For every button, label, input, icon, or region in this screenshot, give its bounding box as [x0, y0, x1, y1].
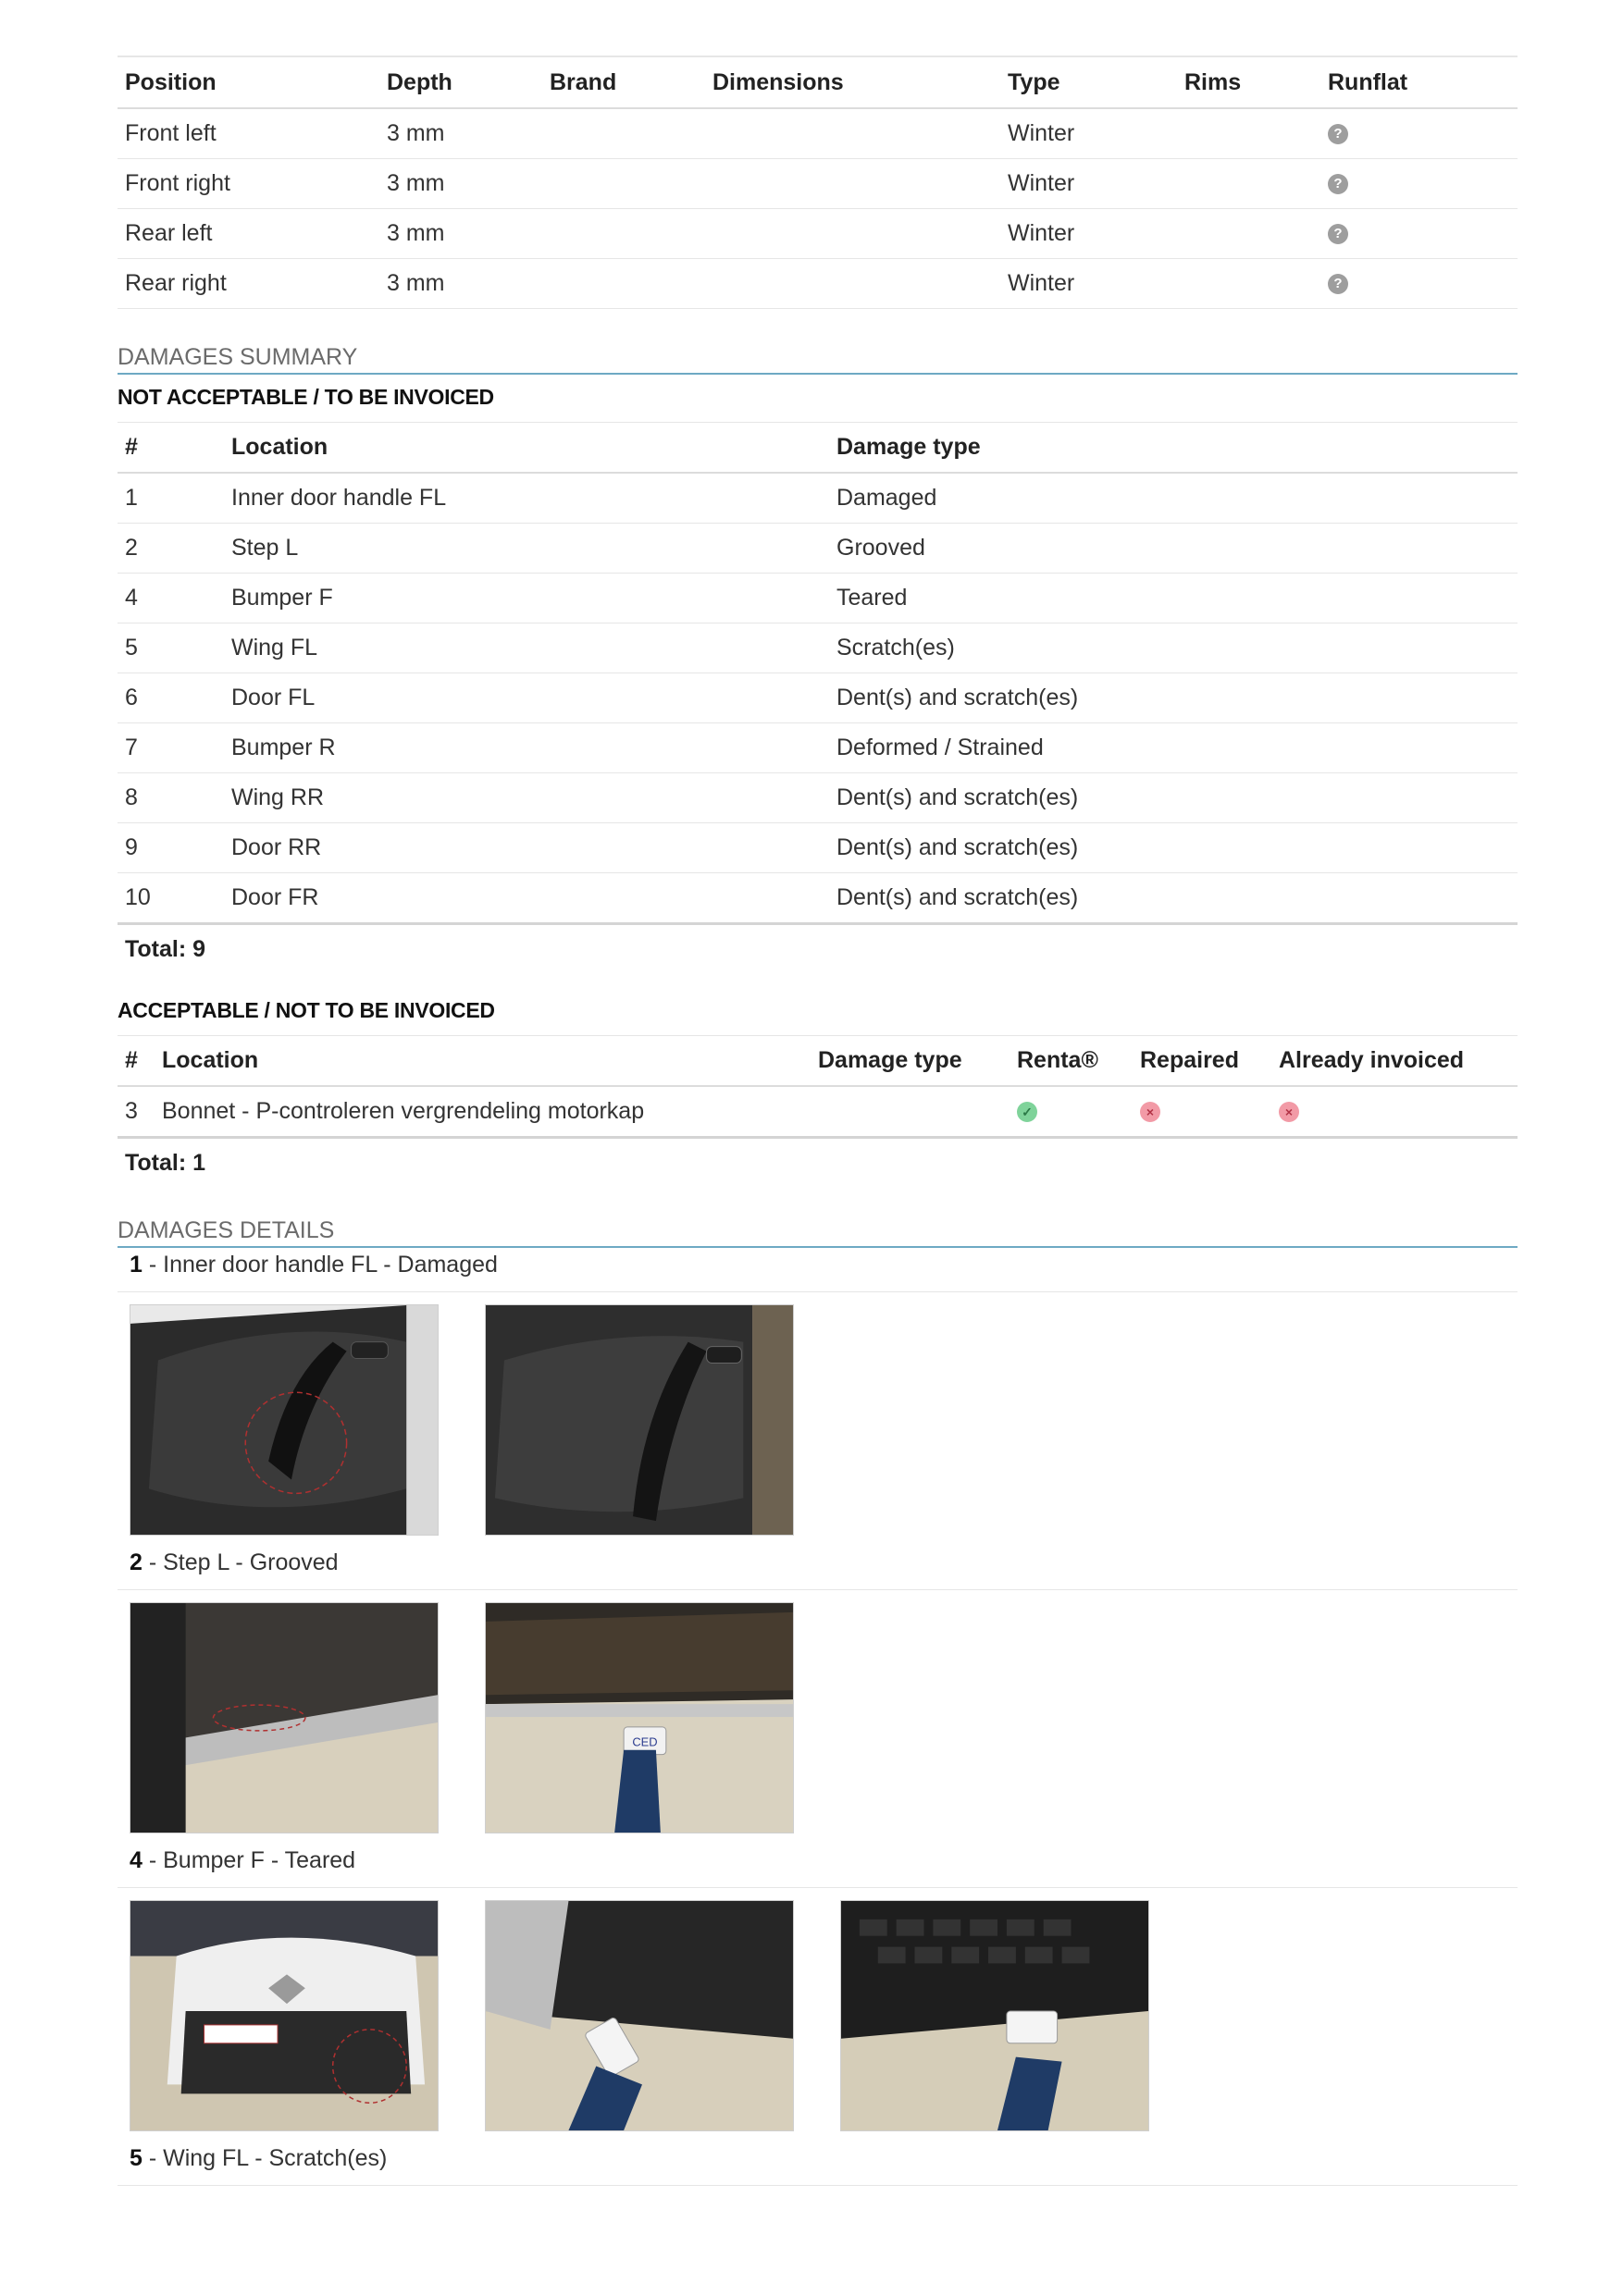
damage-location: Bumper R — [224, 723, 829, 773]
step-photo[interactable] — [130, 1602, 439, 1833]
tyre-type: Winter — [1000, 209, 1177, 259]
cross-icon: × — [1279, 1102, 1299, 1122]
step-closeup-photo[interactable] — [485, 1602, 794, 1833]
tyres-table — [118, 56, 1518, 309]
tyre-dimensions — [705, 209, 1000, 259]
damage-photos — [118, 1590, 1518, 1844]
tyre-depth: 3 mm — [379, 209, 542, 259]
tyre-brand — [542, 259, 705, 309]
damage-row — [118, 723, 1518, 773]
damages-details-title: DAMAGES DETAILS — [118, 1217, 1518, 1248]
tyre-brand — [542, 159, 705, 209]
damage-type: Scratch(es) — [829, 623, 1518, 673]
damage-detail-label: - Step L - Grooved — [142, 1549, 339, 1575]
grille-closeup-photo[interactable] — [840, 1900, 1149, 2131]
damage-detail-heading — [118, 2142, 1518, 2186]
tyre-depth: 3 mm — [379, 108, 542, 159]
col-header-rims: Rims — [1177, 56, 1320, 108]
damage-num: 1 — [118, 473, 224, 524]
col-header-num: # — [118, 1036, 155, 1087]
damage-row — [118, 574, 1518, 623]
damage-photos — [118, 1888, 1518, 2142]
damage-num: 9 — [118, 823, 224, 873]
col-header-repaired: Repaired — [1133, 1036, 1271, 1087]
damage-type: Dent(s) and scratch(es) — [829, 823, 1518, 873]
acceptable-title: ACCEPTABLE / NOT TO BE INVOICED — [118, 998, 495, 1022]
tyre-position: Front left — [118, 108, 379, 159]
tyre-position: Rear left — [118, 209, 379, 259]
damage-type: Dent(s) and scratch(es) — [829, 873, 1518, 924]
damage-type: Damaged — [829, 473, 1518, 524]
damage-detail-num: 2 — [130, 1549, 142, 1575]
damage-detail-num: 4 — [130, 1847, 142, 1873]
report-page — [118, 56, 1518, 2186]
col-header-depth: Depth — [379, 56, 542, 108]
tyre-runflat — [1320, 108, 1518, 159]
damage-num: 5 — [118, 623, 224, 673]
acceptable-row — [118, 1086, 1518, 1138]
tyre-row — [118, 209, 1518, 259]
tyre-row — [118, 159, 1518, 209]
damage-detail-heading — [118, 1844, 1518, 1888]
tyre-type: Winter — [1000, 159, 1177, 209]
damage-num: 6 — [118, 673, 224, 723]
tyre-row — [118, 259, 1518, 309]
damage-row — [118, 524, 1518, 574]
damage-row — [118, 673, 1518, 723]
acceptable-total: Total: 1 — [125, 1150, 206, 1176]
tyre-position: Rear right — [118, 259, 379, 309]
not-acceptable-total: Total: 9 — [125, 936, 206, 962]
damage-num: 2 — [118, 524, 224, 574]
col-header-location: Location — [155, 1036, 811, 1087]
damage-row — [118, 623, 1518, 673]
damage-type: Grooved — [829, 524, 1518, 574]
col-header-damage-type: Damage type — [829, 423, 1518, 474]
tyre-type: Winter — [1000, 259, 1177, 309]
acceptable-table — [118, 1035, 1518, 1139]
tyre-runflat — [1320, 209, 1518, 259]
repaired-cell — [1133, 1086, 1271, 1138]
damage-num: 7 — [118, 723, 224, 773]
tyre-depth: 3 mm — [379, 159, 542, 209]
damage-type: Dent(s) and scratch(es) — [829, 773, 1518, 823]
not-acceptable-table — [118, 422, 1518, 925]
renta-cell — [1010, 1086, 1133, 1138]
damage-detail-label: - Wing FL - Scratch(es) — [142, 2145, 388, 2171]
tyre-runflat — [1320, 259, 1518, 309]
car-front-photo[interactable] — [130, 1900, 439, 2131]
tyre-position: Front right — [118, 159, 379, 209]
col-header-runflat: Runflat — [1320, 56, 1518, 108]
bumper-closeup-photo[interactable] — [485, 1900, 794, 2131]
damage-location: Bonnet - P-controleren vergrendeling motorkap — [155, 1086, 811, 1138]
damage-row — [118, 823, 1518, 873]
damage-num: 10 — [118, 873, 224, 924]
damage-type: Teared — [829, 574, 1518, 623]
damage-location: Step L — [224, 524, 829, 574]
damage-detail-label: - Bumper F - Teared — [142, 1847, 356, 1873]
door-handle-photo[interactable] — [485, 1304, 794, 1536]
tyre-rims — [1177, 108, 1320, 159]
invoiced-cell — [1271, 1086, 1518, 1138]
tyre-rims — [1177, 159, 1320, 209]
col-header-num: # — [118, 423, 224, 474]
door-handle-photo[interactable] — [130, 1304, 439, 1536]
unknown-icon: ? — [1328, 274, 1348, 294]
tyre-row — [118, 108, 1518, 159]
damage-row — [118, 873, 1518, 924]
damage-num: 3 — [118, 1086, 155, 1138]
unknown-icon: ? — [1328, 174, 1348, 194]
damage-detail-heading — [118, 1546, 1518, 1590]
tyre-brand — [542, 108, 705, 159]
tyre-rims — [1177, 209, 1320, 259]
damage-location: Door FR — [224, 873, 829, 924]
damage-type: Dent(s) and scratch(es) — [829, 673, 1518, 723]
tyres-header-row — [118, 56, 1518, 108]
damage-location: Door FL — [224, 673, 829, 723]
damage-type: Deformed / Strained — [829, 723, 1518, 773]
damage-location: Wing FL — [224, 623, 829, 673]
damage-type — [811, 1086, 1010, 1138]
damage-num: 8 — [118, 773, 224, 823]
tyre-dimensions — [705, 108, 1000, 159]
col-header-damage-type: Damage type — [811, 1036, 1010, 1087]
tyre-rims — [1177, 259, 1320, 309]
damage-detail-num: 1 — [130, 1252, 142, 1278]
damage-detail-label: - Inner door handle FL - Damaged — [142, 1252, 498, 1278]
damage-location: Door RR — [224, 823, 829, 873]
damage-detail-heading — [118, 1248, 1518, 1292]
tyre-depth: 3 mm — [379, 259, 542, 309]
col-header-already-invoiced: Already invoiced — [1271, 1036, 1518, 1087]
damage-location: Wing RR — [224, 773, 829, 823]
ced-badge-text: CED — [632, 1734, 658, 1749]
unknown-icon: ? — [1328, 224, 1348, 244]
damage-location: Bumper F — [224, 574, 829, 623]
cross-icon: × — [1140, 1102, 1160, 1122]
tyre-dimensions — [705, 259, 1000, 309]
damage-row — [118, 773, 1518, 823]
tyre-dimensions — [705, 159, 1000, 209]
tyre-brand — [542, 209, 705, 259]
not-acceptable-header-row — [118, 423, 1518, 474]
col-header-dimensions: Dimensions — [705, 56, 1000, 108]
damage-num: 4 — [118, 574, 224, 623]
col-header-renta: Renta® — [1010, 1036, 1133, 1087]
col-header-brand: Brand — [542, 56, 705, 108]
col-header-type: Type — [1000, 56, 1177, 108]
acceptable-header-row — [118, 1036, 1518, 1087]
check-icon: ✓ — [1017, 1102, 1037, 1122]
damage-photos — [118, 1292, 1518, 1546]
damages-summary-title: DAMAGES SUMMARY — [118, 344, 1518, 375]
damage-detail-num: 5 — [130, 2145, 142, 2171]
tyre-type: Winter — [1000, 108, 1177, 159]
unknown-icon: ? — [1328, 124, 1348, 144]
damage-row — [118, 473, 1518, 524]
not-acceptable-title: NOT ACCEPTABLE / TO BE INVOICED — [118, 385, 494, 409]
tyre-runflat — [1320, 159, 1518, 209]
col-header-location: Location — [224, 423, 829, 474]
col-header-position: Position — [118, 56, 379, 108]
damage-location: Inner door handle FL — [224, 473, 829, 524]
